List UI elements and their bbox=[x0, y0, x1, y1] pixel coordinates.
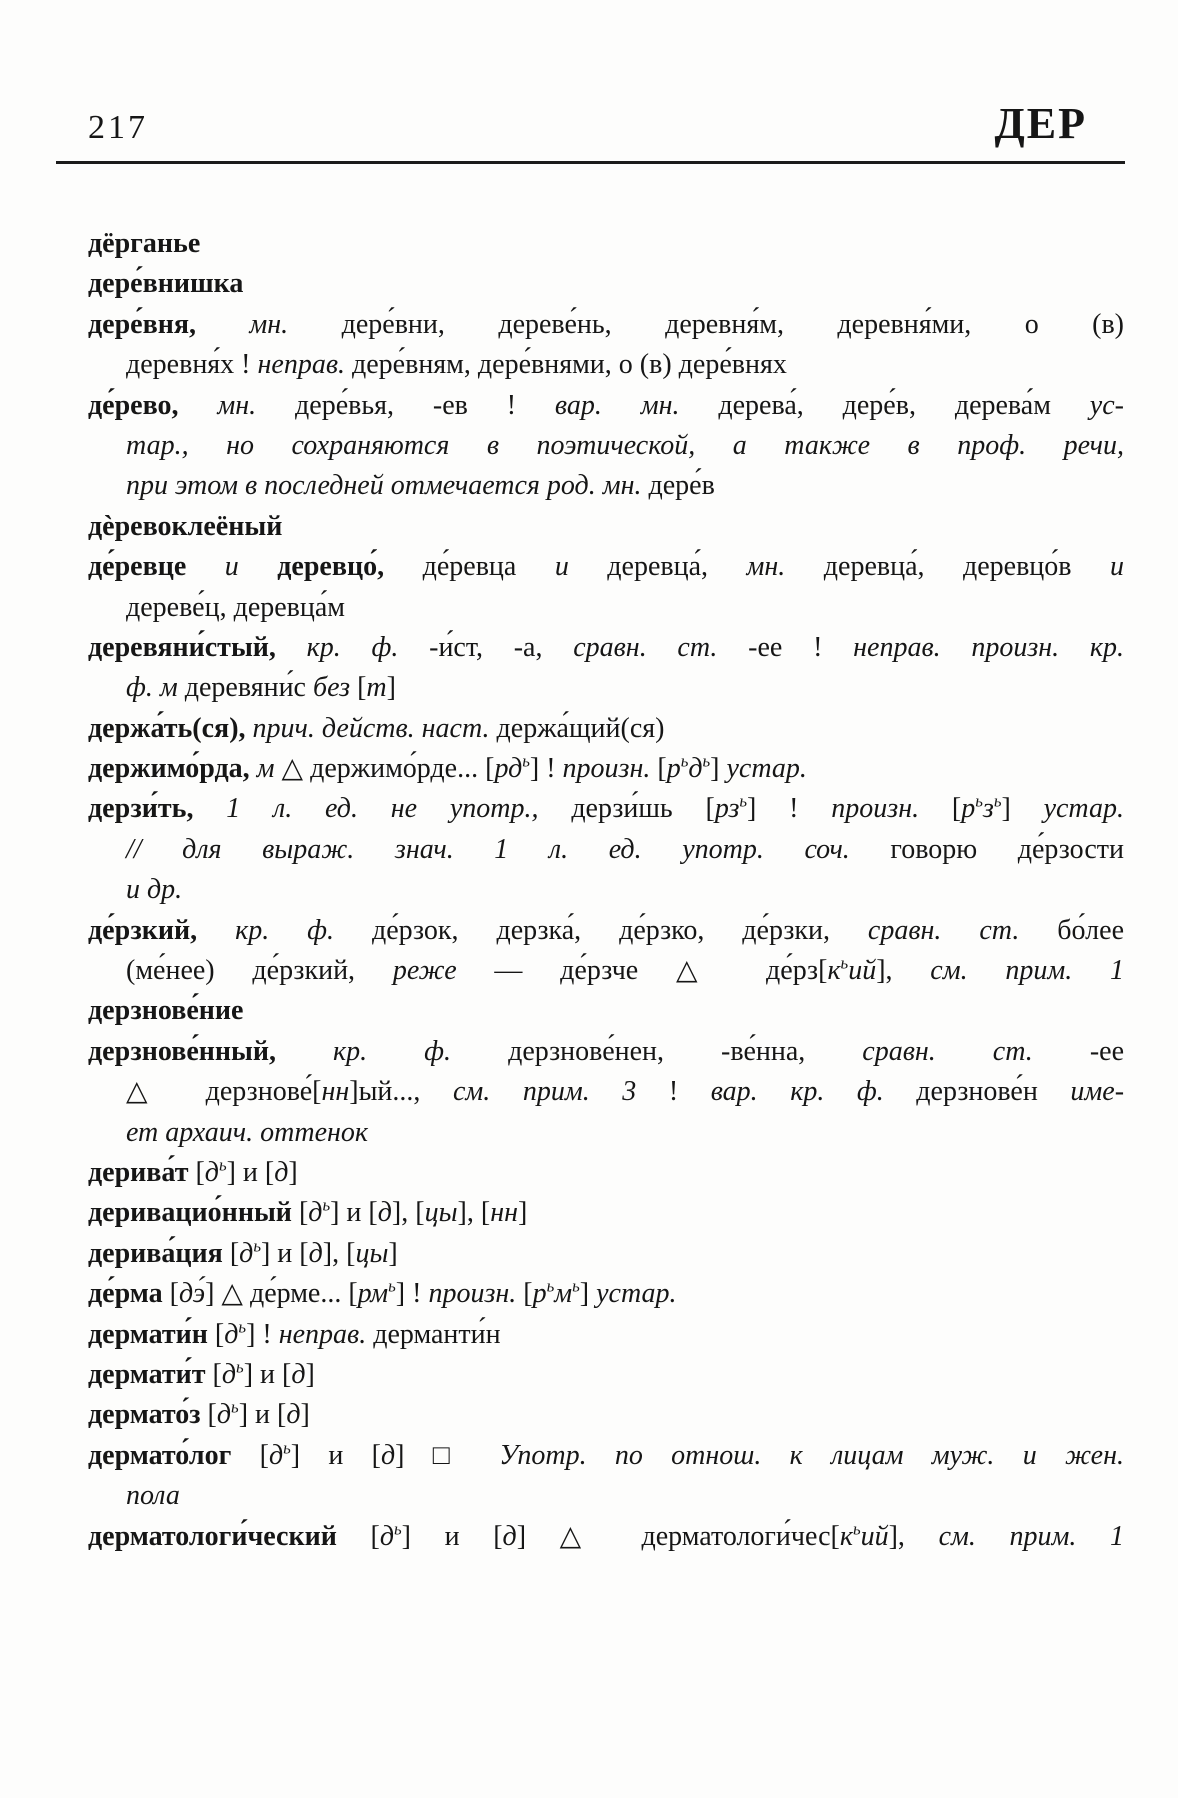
entry-text: име- bbox=[1070, 1076, 1125, 1108]
entry-text: [ bbox=[298, 1197, 309, 1229]
entry-text: устар. bbox=[596, 1278, 677, 1310]
entry-text: [ bbox=[195, 1156, 205, 1188]
entry-text: устар. bbox=[1043, 793, 1124, 825]
entry-text: ь bbox=[702, 751, 711, 771]
entry-line-5 bbox=[88, 386, 1124, 426]
entry-text: дере́вни, дереве́нь, деревня́м, деревня́ми, о (в) bbox=[288, 308, 1124, 340]
entry-text: д bbox=[291, 1358, 306, 1390]
entry-text bbox=[276, 1036, 333, 1067]
entry-text: м bbox=[554, 1278, 573, 1310]
entry-text: нн bbox=[321, 1076, 350, 1108]
entry-text: д bbox=[379, 1520, 394, 1552]
headword-text: дерива́ция bbox=[88, 1237, 230, 1269]
entry-text: цы bbox=[424, 1197, 458, 1229]
entry-text: тар., но сохраняются в поэтической, а также в проф. речи, bbox=[126, 429, 1124, 461]
entry-text: говорю де́рзости bbox=[849, 833, 1124, 865]
entry-text: ] △ де́рме... [ bbox=[205, 1278, 358, 1310]
entry-text: дере́вья, -ев ! bbox=[256, 389, 555, 421]
entry-text: сравн. ст. bbox=[862, 1035, 1033, 1067]
entry-line-31 bbox=[88, 1436, 1124, 1476]
headword-text: держа́ть(ся), bbox=[88, 712, 246, 744]
entry-line-29 bbox=[88, 1355, 1124, 1395]
headword-text: дѐревоклеёный bbox=[88, 510, 283, 542]
headword-text: дерзнове́ние bbox=[88, 995, 244, 1027]
entry-text: реже bbox=[392, 955, 457, 987]
entry-line-25 bbox=[88, 1193, 1124, 1233]
entry-text: д bbox=[381, 1439, 396, 1471]
entry-text: [ bbox=[370, 1520, 380, 1552]
headword-text: деревяни́стый, bbox=[88, 631, 276, 663]
entry-text: ь bbox=[238, 1317, 247, 1337]
headword-text: де́ревце bbox=[88, 551, 225, 583]
entry-text: ] и [ bbox=[243, 1358, 292, 1390]
entry-line-20 bbox=[88, 991, 1124, 1031]
entry-text: д bbox=[268, 1439, 284, 1471]
entry-text bbox=[179, 390, 218, 421]
entry-text: ус- bbox=[1089, 389, 1124, 421]
entry-text: де́рзок, дерзка́, де́рзко, де́рзки, bbox=[334, 914, 868, 946]
entry-text: д bbox=[204, 1156, 219, 1188]
entry-text: ] bbox=[710, 753, 727, 785]
entry-text: ] □ bbox=[395, 1439, 500, 1471]
entry-text: ь bbox=[993, 792, 1002, 812]
entry-text: [ bbox=[207, 1399, 217, 1431]
entry-text: д bbox=[688, 753, 703, 785]
entry-text: мн. bbox=[746, 551, 786, 583]
entry-text: -ее ! bbox=[717, 631, 854, 663]
entry-text: и bbox=[224, 551, 239, 583]
entry-text: ь bbox=[236, 1357, 244, 1377]
entry-text: дере́в bbox=[641, 470, 715, 502]
entry-text: ий bbox=[860, 1520, 889, 1552]
headword-text: дермато́лог bbox=[88, 1439, 260, 1471]
entry-text: ь bbox=[739, 792, 748, 812]
entry-line-6 bbox=[88, 426, 1124, 466]
entry-text: р bbox=[961, 793, 976, 825]
entry-text: ь bbox=[680, 751, 689, 771]
entry-text: ] bbox=[388, 1237, 398, 1269]
entry-text: △ дерзнове́[ bbox=[126, 1076, 322, 1108]
entry-text: дере́вням, дере́внями, о (в) дере́внях bbox=[345, 349, 787, 381]
entry-text: ] и [ bbox=[238, 1399, 287, 1431]
entry-text: ] △ дерматологи́чес[ bbox=[516, 1520, 840, 1552]
entry-text: мн. bbox=[217, 389, 257, 421]
entry-text: произн. bbox=[831, 793, 920, 825]
entry-text: ь bbox=[322, 1196, 331, 1216]
entry-line-9 bbox=[88, 547, 1124, 587]
entry-text: ], [ bbox=[391, 1197, 425, 1229]
entry-line-27 bbox=[88, 1274, 1124, 1314]
entry-text: неправ. bbox=[257, 349, 345, 381]
entry-text: при этом в последней отмечается род. мн. bbox=[126, 470, 642, 502]
entry-text: ь bbox=[522, 751, 530, 771]
entry-text: де́ревца bbox=[384, 551, 555, 583]
entry-text: произн. bbox=[428, 1278, 517, 1310]
entry-line-4 bbox=[88, 345, 1124, 385]
entry-text: — де́рзче △ де́рз[ bbox=[456, 955, 828, 987]
entry-text: бо́лее bbox=[1019, 914, 1124, 946]
headword-text: дерзнове́нный, bbox=[88, 1035, 277, 1067]
entry-text: прич. действ. наст. bbox=[252, 712, 490, 744]
entry-text: ] bbox=[386, 672, 396, 704]
entry-text: см. прим. 3 bbox=[452, 1076, 637, 1108]
headword-text: де́рево, bbox=[88, 389, 179, 421]
entry-text: сравн. ст. bbox=[573, 631, 718, 663]
entry-text: з bbox=[982, 793, 994, 825]
running-head: ДЕР bbox=[994, 99, 1087, 148]
entry-text: [ bbox=[357, 672, 367, 704]
entry-line-16 bbox=[88, 830, 1124, 870]
entry-text: ], [ bbox=[457, 1197, 491, 1229]
entry-text: д bbox=[221, 1358, 237, 1390]
entry-line-3 bbox=[88, 305, 1124, 345]
entry-text: (ме́нее) де́рзкий, bbox=[126, 955, 393, 987]
entry-text: ! bbox=[636, 1076, 711, 1108]
entry-text: ] bbox=[1001, 793, 1044, 825]
entry-text bbox=[246, 713, 253, 744]
entry-line-30 bbox=[88, 1395, 1124, 1435]
entry-text: м bbox=[256, 753, 275, 785]
entry-text: ь bbox=[388, 1276, 396, 1296]
entry-text: д bbox=[216, 1399, 232, 1431]
entry-text: ь bbox=[253, 1236, 261, 1256]
page-header bbox=[56, 98, 1125, 164]
entry-text: [ bbox=[650, 753, 667, 785]
dictionary-page bbox=[0, 98, 1178, 1798]
entry-text: дерева́, дере́в, дерева́м bbox=[679, 389, 1090, 421]
entry-text: см. прим. 1 bbox=[930, 955, 1124, 987]
entry-text: произн. bbox=[562, 753, 651, 785]
entry-text: [ bbox=[919, 793, 962, 825]
entry-text: ь bbox=[840, 953, 849, 973]
entry-text: р bbox=[532, 1278, 547, 1310]
entry-text: к bbox=[839, 1520, 853, 1552]
entry-text: ь bbox=[546, 1276, 555, 1296]
entry-text: деревца́, bbox=[568, 551, 747, 583]
entry-text: дерманти́н bbox=[366, 1318, 501, 1350]
entry-text: [ bbox=[214, 1318, 225, 1350]
entry-text: д bbox=[274, 1156, 289, 1188]
entry-text: ь bbox=[218, 1155, 227, 1175]
entry-text: устар. bbox=[726, 753, 807, 785]
entry-line-1 bbox=[88, 224, 1124, 264]
entry-text bbox=[193, 793, 226, 824]
entry-text: дэ́ bbox=[178, 1278, 206, 1310]
entry-text bbox=[196, 309, 249, 340]
headword-text: дермати́т bbox=[88, 1358, 213, 1390]
entry-text bbox=[250, 753, 257, 784]
entry-text: ф. м bbox=[126, 672, 185, 704]
entry-text: // для выраж. знач. 1 л. ед. употр. соч. bbox=[126, 833, 850, 865]
entry-line-24 bbox=[88, 1153, 1124, 1193]
entry-line-32 bbox=[88, 1476, 1124, 1516]
entry-text: ь bbox=[394, 1519, 402, 1539]
entry-text: деревца́, деревцо́в bbox=[785, 551, 1110, 583]
entry-text: [ bbox=[516, 1278, 533, 1310]
entry-text: и bbox=[1110, 551, 1124, 583]
entry-line-12 bbox=[88, 668, 1124, 708]
entry-text: без bbox=[312, 672, 358, 704]
entry-text: ет архаич. оттенок bbox=[126, 1116, 368, 1148]
entry-text: держа́щий(ся) bbox=[489, 712, 665, 744]
entry-line-33 bbox=[88, 1517, 1124, 1557]
entry-line-28 bbox=[88, 1315, 1124, 1355]
entry-text: ] и [ bbox=[290, 1439, 381, 1471]
entry-text: неправ. произн. кр. bbox=[853, 631, 1124, 663]
entry-text: [ bbox=[229, 1237, 240, 1269]
entry-text: д bbox=[377, 1197, 392, 1229]
entry-text: и bbox=[554, 551, 569, 583]
entry-text: ] и [ bbox=[226, 1156, 275, 1188]
entry-text: [ bbox=[212, 1358, 222, 1390]
entry-text: цы bbox=[355, 1237, 389, 1269]
entry-text: д bbox=[308, 1197, 323, 1229]
entry-text: вар. кр. ф. bbox=[710, 1076, 884, 1108]
entry-text: деревяни́с bbox=[184, 672, 313, 704]
page-number: 217 bbox=[88, 109, 148, 146]
entry-text: 1 л. ед. не употр., bbox=[226, 793, 539, 825]
headword-text: дермато́з bbox=[88, 1399, 208, 1431]
entry-text: д bbox=[286, 1399, 301, 1431]
entry-text: рд bbox=[494, 753, 523, 785]
entry-text: ]ый..., bbox=[349, 1076, 453, 1108]
headword-text: дёрганье bbox=[88, 228, 201, 259]
entry-text: ь bbox=[231, 1398, 239, 1417]
entry-text: ] и [ bbox=[401, 1520, 503, 1552]
dictionary-body bbox=[88, 224, 1124, 1557]
entry-text: д bbox=[308, 1237, 323, 1269]
entry-line-26 bbox=[88, 1234, 1124, 1274]
entry-text bbox=[276, 632, 307, 663]
entry-text: кр. ф. bbox=[333, 1035, 452, 1067]
entry-text: ] и [ bbox=[330, 1197, 378, 1229]
entry-line-8 bbox=[88, 507, 1124, 547]
headword-text: де́рзкий, bbox=[88, 914, 198, 946]
entry-text: ь bbox=[852, 1519, 861, 1539]
entry-line-11 bbox=[88, 628, 1124, 668]
entry-line-2 bbox=[88, 264, 1124, 304]
entry-text: рз bbox=[714, 793, 740, 825]
entry-line-18 bbox=[88, 911, 1124, 951]
entry-text: вар. мн. bbox=[554, 389, 680, 421]
entry-text: ь bbox=[572, 1276, 580, 1296]
headword-text: дерзи́ть, bbox=[88, 793, 194, 825]
entry-text: р bbox=[666, 753, 681, 785]
entry-text: дереве́ц, деревца́м bbox=[126, 591, 346, 623]
headword-text: деривацио́нный bbox=[88, 1197, 299, 1229]
entry-line-15 bbox=[88, 789, 1124, 829]
entry-text: см. прим. 1 bbox=[938, 1520, 1125, 1552]
entry-text: [ bbox=[259, 1439, 269, 1471]
entry-text: -и́ст, -а, bbox=[398, 631, 574, 663]
entry-line-23 bbox=[88, 1113, 1124, 1153]
entry-text: сравн. ст. bbox=[867, 914, 1020, 946]
entry-text: Употр. по отнош. к лицам муж. и жен. bbox=[499, 1439, 1124, 1471]
headword-text: дерива́т bbox=[88, 1156, 196, 1188]
entry-text: мн. bbox=[249, 308, 289, 340]
entry-text: ] ! bbox=[529, 753, 563, 785]
headword-text: де́рма bbox=[88, 1278, 170, 1310]
entry-text: дерзнове́н bbox=[883, 1076, 1071, 1108]
entry-line-22 bbox=[88, 1072, 1124, 1112]
entry-text: [ bbox=[169, 1278, 179, 1310]
entry-text: ] bbox=[517, 1197, 528, 1229]
entry-text: ь bbox=[975, 792, 983, 812]
entry-text: к bbox=[827, 955, 841, 987]
entry-line-7 bbox=[88, 466, 1124, 506]
entry-text: рм bbox=[357, 1278, 389, 1310]
entry-line-14 bbox=[88, 749, 1124, 789]
entry-text: кр. ф. bbox=[235, 914, 335, 946]
entry-text: неправ. bbox=[278, 1318, 367, 1350]
entry-text: -ее bbox=[1032, 1035, 1125, 1067]
entry-text: ] bbox=[288, 1156, 298, 1188]
entry-text: ] и [ bbox=[260, 1237, 309, 1269]
entry-text: кр. ф. bbox=[306, 631, 399, 663]
entry-text: д bbox=[502, 1520, 517, 1552]
headword-text: дере́вня, bbox=[88, 308, 196, 340]
headword-text: держимо́рда, bbox=[88, 753, 250, 785]
entry-text: ] bbox=[305, 1358, 315, 1390]
entry-text: ], bbox=[876, 955, 931, 987]
entry-line-17 bbox=[88, 870, 1124, 910]
entry-text: ] bbox=[579, 1278, 597, 1310]
entry-line-10 bbox=[88, 588, 1124, 628]
entry-text: ь bbox=[283, 1438, 291, 1458]
entry-text: ] bbox=[300, 1399, 310, 1431]
entry-text: деревня́х ! bbox=[126, 349, 258, 381]
entry-text: дерзи́шь [ bbox=[538, 793, 715, 825]
entry-text: дерзнове́нен, -ве́нна, bbox=[451, 1035, 863, 1067]
entry-text: ] ! bbox=[395, 1278, 429, 1310]
entry-line-21 bbox=[88, 1032, 1124, 1072]
entry-text: ий bbox=[848, 955, 877, 987]
entry-text: нн bbox=[490, 1197, 518, 1229]
headword-text: деревцо́, bbox=[238, 551, 385, 583]
entry-line-19 bbox=[88, 951, 1124, 991]
entry-text: ], bbox=[888, 1520, 939, 1552]
entry-text: ] ! bbox=[747, 793, 832, 825]
entry-text: т bbox=[366, 672, 387, 704]
headword-text: дермати́н bbox=[88, 1318, 215, 1350]
entry-line-13 bbox=[88, 709, 1124, 749]
headword-text: дерматологи́ческий bbox=[88, 1520, 371, 1552]
entry-text: ] ! bbox=[246, 1318, 279, 1350]
entry-text: пола bbox=[126, 1480, 180, 1512]
entry-text: ], [ bbox=[322, 1237, 356, 1269]
headword-text: дере́внишка bbox=[88, 268, 244, 300]
entry-text: △ держимо́рде... [ bbox=[274, 753, 495, 785]
entry-text bbox=[197, 915, 235, 946]
entry-text: и др. bbox=[126, 874, 183, 906]
entry-text: д bbox=[224, 1318, 239, 1350]
entry-text: д bbox=[239, 1237, 254, 1269]
